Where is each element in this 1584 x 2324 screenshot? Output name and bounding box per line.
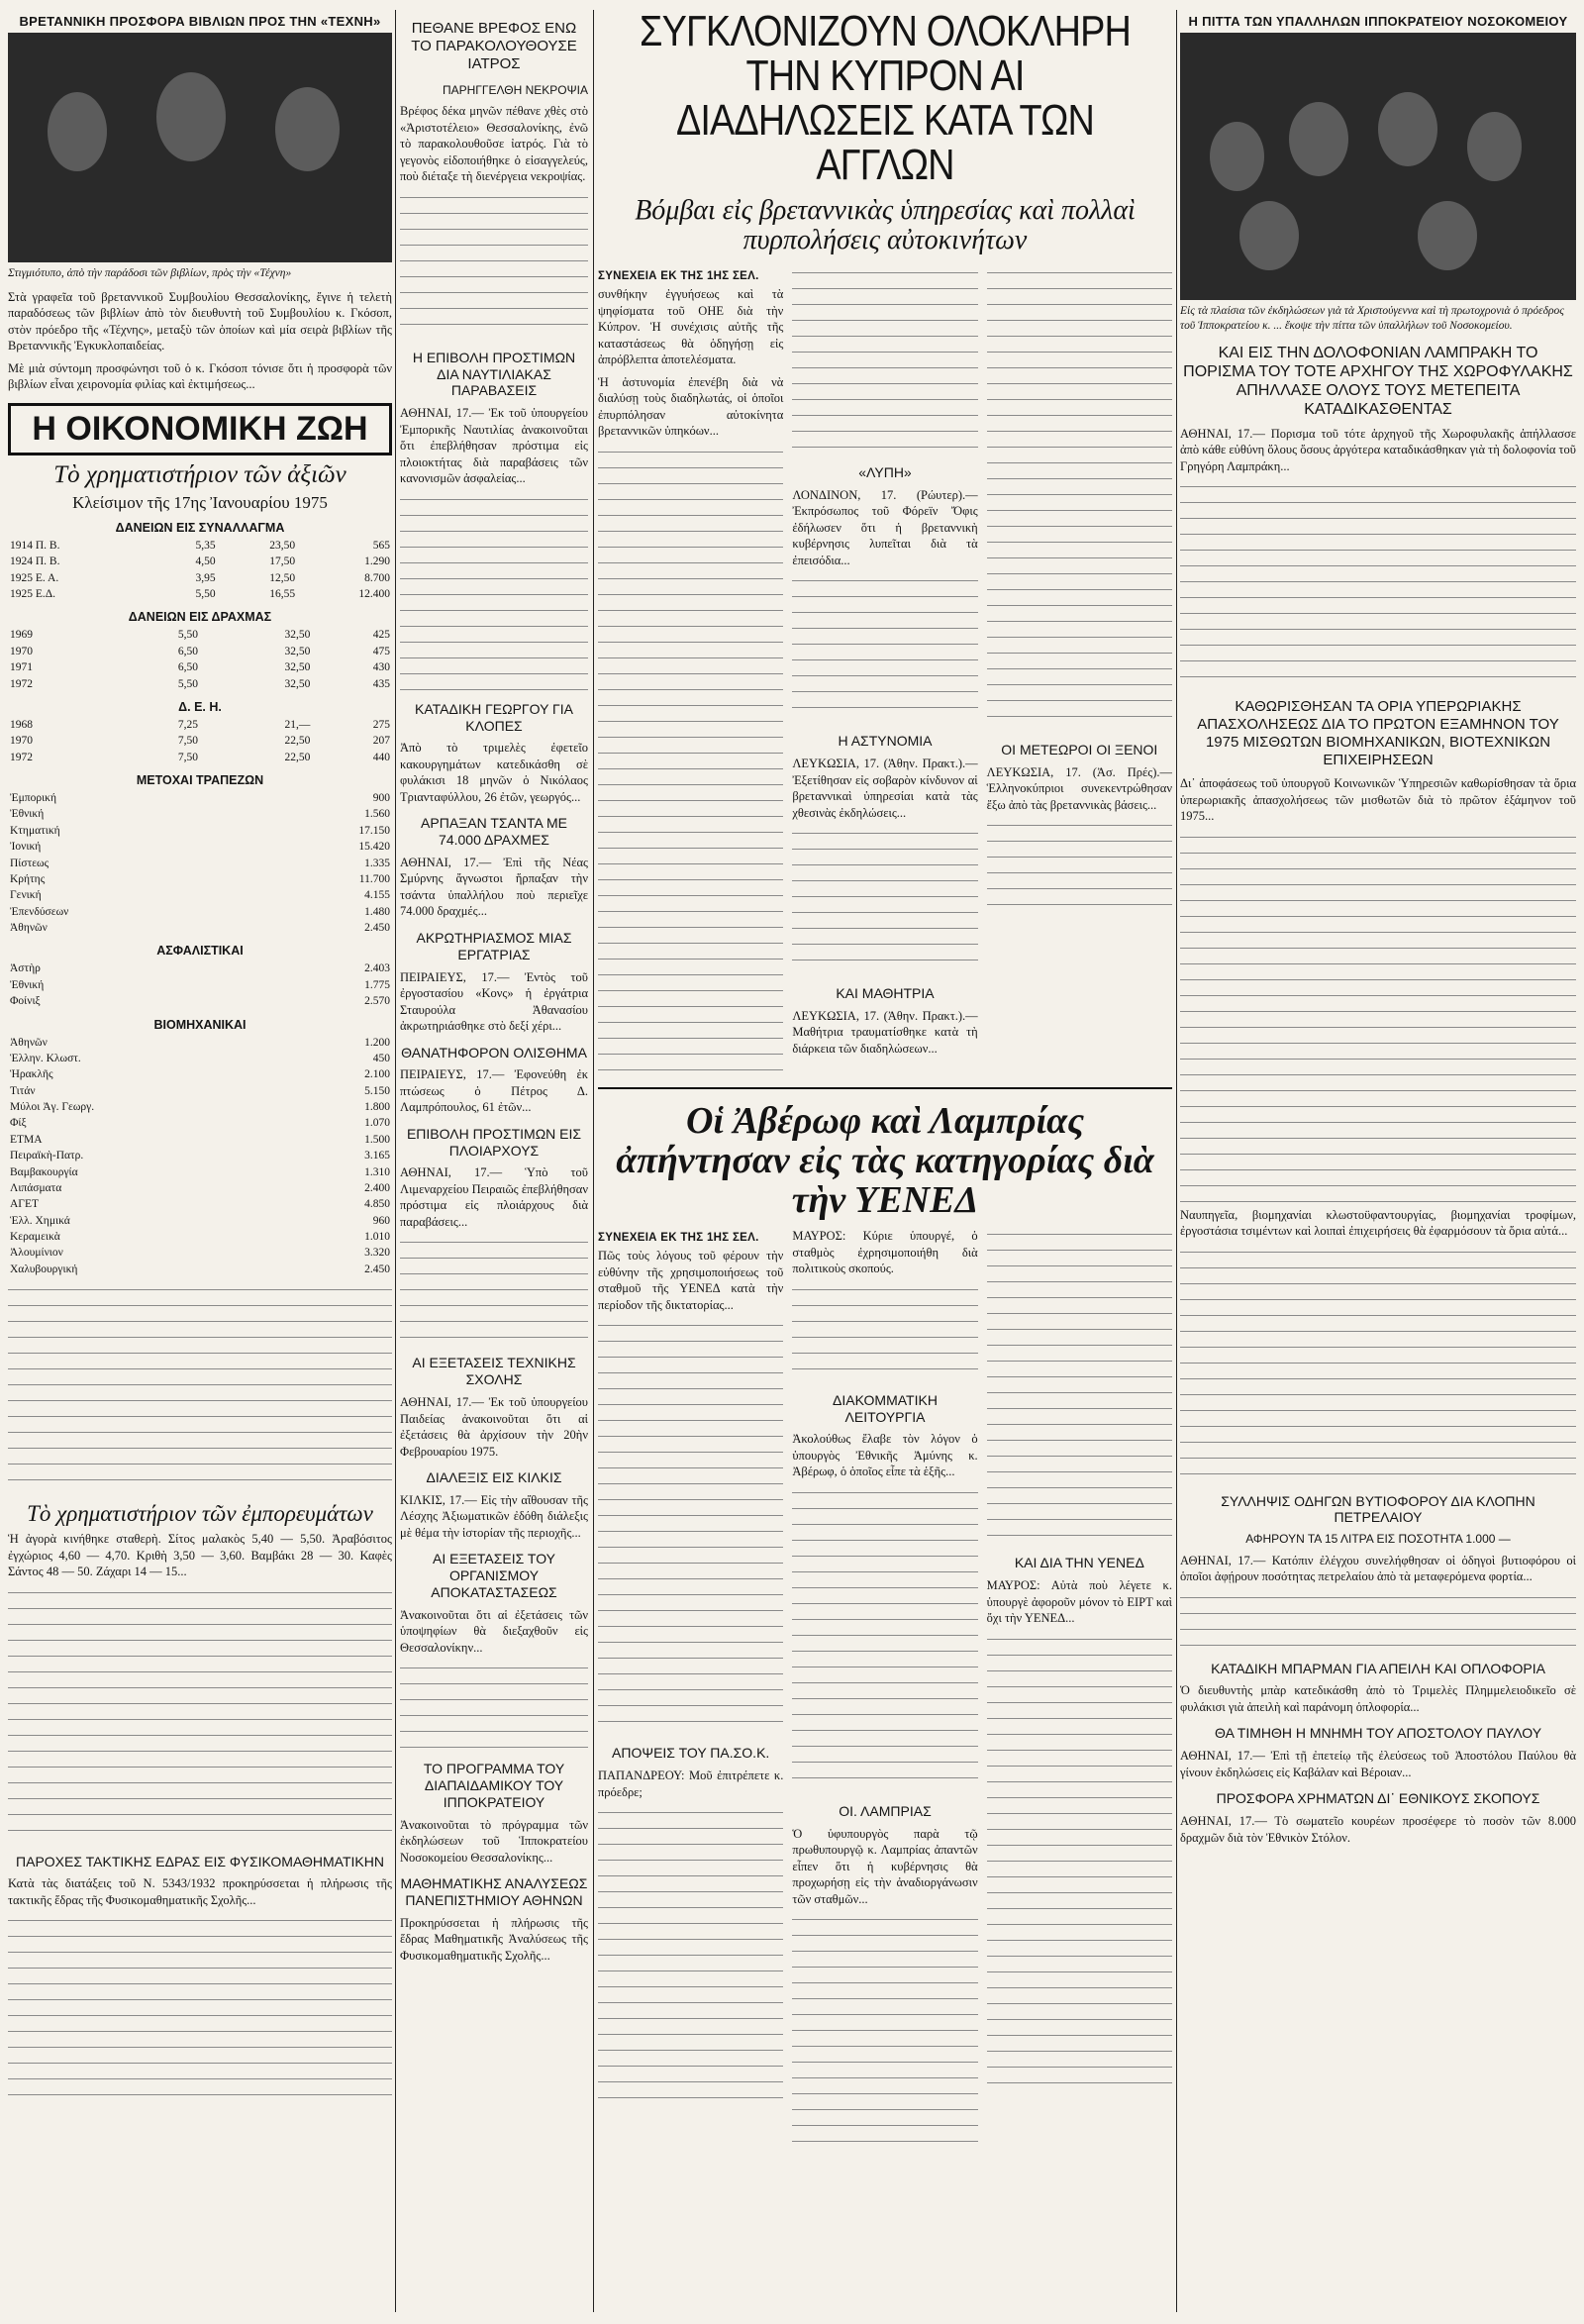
table-row (8, 1099, 392, 1115)
row-label: Ἑλλην. Κλωστ. (10, 1052, 81, 1064)
article-kicker: ΒΡΕΤΑΝΝΙΚΗ ΠΡΟΣΦΟΡΑ ΒΙΒΛΙΩΝ ΠΡΟΣ ΤΗΝ «ΤΕΧΝΗ» (19, 14, 381, 29)
table-row (8, 823, 392, 839)
article-body: συνθήκην ἐγγυήσεως καὶ τὰ ψηφίσματα τοῦ ΟΗΕ διὰ τὴν Κύπρον. Ἡ συνέχισις αὐτῆς τῆς καταστάσεως θὰ ὁδηγήσῃ εἰς ἀπρόβλεπτα ἀποτελέσματα. (598, 287, 784, 367)
row-value: 960 (372, 1214, 390, 1227)
row-value: 12.400 (358, 588, 390, 601)
article-body: Ἀνακοινοῦται τὸ πρόγραμμα τῶν ἐκδηλώσεων τοῦ Ἱπποκρατείου Νοσοκομείου Θεσσαλονίκης... (400, 1817, 588, 1865)
article-body: ΜΑΥΡΟΣ: Κύριε ὑπουργέ, ὁ σταθμὸς ἐχρησιμοποιήθη διὰ πολιτικοὺς σκοπούς. (792, 1229, 978, 1276)
table-row (8, 1148, 392, 1163)
article-body: Βρέφος δέκα μηνῶν πέθανε χθὲς στὸ «Ἀριστοτέλειο» Θεσσαλονίκης, ἐνῶ τὸ παρακολουθοῦσε ἰατρός. Γιὰ τὸ γεγονὸς εἰδοποιήθηκε ὁ εἰσαγγελεύς, ποὺ διέταξε τὴ διενέργεια νεκροψίας. (400, 104, 588, 184)
row-label: 1970 (10, 735, 33, 748)
row-value: 4,50 (195, 556, 216, 568)
article-text-continued (792, 827, 977, 975)
table-row (8, 960, 392, 976)
section-date: Κλείσιμον τῆς 17ης Ἰανουαρίου 1975 (72, 492, 328, 512)
article-headline: ΑΚΡΩΤΗΡΙΑΣΜΟΣ ΜΙΑΣ ΕΡΓΑΤΡΙΑΣ (416, 929, 572, 962)
table-row (8, 1180, 392, 1196)
photo-caption: Στιγμιότυπο, ἀπὸ τὴν παράδοσι τῶν βιβλίων, πρὸς τὴν «Τέχνη» (8, 267, 292, 279)
article-headline: ΘΑΝΑΤΗΦΟΡΟΝ ΟΛΙΣΘΗΜΑ (401, 1044, 587, 1061)
row-value: 1.310 (364, 1165, 390, 1178)
article-text-continued (400, 1662, 588, 1751)
article-text-continued (792, 1486, 977, 1793)
stock-listings-continued (8, 1283, 392, 1491)
article-text-continued (400, 1236, 588, 1345)
article-text-continued (987, 1633, 1172, 2088)
table-row (8, 586, 392, 602)
article-body: Δι᾽ ἀποφάσεως τοῦ ὑπουργοῦ Κοινωνικῶν Ὑπηρεσιῶν καθωρίσθησαν τὰ ὅρια ὑπερωριακῆς ἀπασχολήσεως τῶν μισθωτῶν διὰ τὸ πρῶτον ἑξάμηνον τοῦ 1975... (1180, 776, 1576, 824)
row-value: 12,50 (269, 571, 296, 584)
table-heading: ΜΕΤΟΧΑΙ ΤΡΑΠΕΖΩΝ (136, 773, 264, 788)
article-text-continued (598, 1319, 783, 1735)
row-value: 32,50 (284, 677, 311, 690)
commodities-listings (8, 1586, 392, 1844)
row-value: 430 (372, 661, 390, 674)
deh-table (8, 717, 392, 765)
table-row (8, 676, 392, 692)
row-value: 3.165 (364, 1150, 390, 1162)
table-row (8, 554, 392, 569)
article-body: ΑΘΗΝΑΙ, 17.— Ὑπὸ τοῦ Λιμεναρχείου Πειραιῶς ἐπεβλήθησαν πρόστιμα εἰς πλοιάρχους διὰ παραβάσεις... (400, 1165, 588, 1229)
photo-caption: Εἰς τὰ πλαίσια τῶν ἐκδηλώσεων γιὰ τὰ Χριστούγεννα καὶ τὴ πρωτοχρονιὰ ὁ πρόεδρος τοῦ Ἱπποκρατείου κ. ... ἔκοψε τὴν πίττα τῶν ὑπαλλήλων τοῦ Νοσοκομείου. (1180, 305, 1564, 332)
article-body: ΠΕΙΡΑΙΕΥΣ, 17.— Ἐντὸς τοῦ ἐργοστασίου «Κονς» ἡ ἐργάτρια Σταυρούλα Ἀθανασίου ἀκρωτηριάσθηκε στὸ δεξί χέρι... (400, 969, 588, 1034)
article-text-continued (987, 819, 1172, 908)
row-value: 2.570 (364, 995, 390, 1008)
article-body: ΠΕΙΡΑΙΕΥΣ, 17.— Ἐφονεύθη ἐκ πτώσεως ὁ Πέτρος Δ. Λαμπρόπουλος, 61 ἐτῶν... (400, 1067, 588, 1115)
article-body: ΛΕΥΚΩΣΙΑ, 17. (Ἀθην. Πρακτ.).— Ἐξετίθησαν εἰς σοβαρὸν κίνδυνον αἱ βρεταννικαὶ ὑπηρεσίαι κατὰ τὰς χθεσινὰς ἐκδηλώσεις... (792, 757, 978, 820)
subhead: ΟΙ ΜΕΤΕΩΡΟΙ ΟΙ ΞΕΝΟΙ (1001, 742, 1158, 758)
row-value: 7,50 (177, 735, 198, 748)
article-text-continued (1180, 1246, 1576, 1483)
row-value: 22,50 (284, 735, 311, 748)
row-value: 435 (372, 677, 390, 690)
row-label: Κεραμεικὰ (10, 1231, 60, 1244)
row-value: 32,50 (284, 661, 311, 674)
row-label: Ἀθηνῶν (10, 922, 48, 935)
table-row (8, 717, 392, 733)
article-headline: ΑΙ ΕΞΕΤΑΣΕΙΣ ΤΕΧΝΙΚΗΣ ΣΧΟΛΗΣ (412, 1355, 576, 1388)
article-headline: ΚΑΤΑΔΙΚΗ ΜΠΑΡΜΑΝ ΓΙΑ ΑΠΕΙΛΗ ΚΑΙ ΟΠΛΟΦΟΡΙΑ (1211, 1660, 1545, 1676)
row-value: 17.150 (358, 824, 390, 837)
lead-article-columns (598, 266, 1172, 1079)
table-row (8, 977, 392, 993)
table-row (8, 806, 392, 822)
drachma-table (8, 627, 392, 692)
row-value: 1.500 (364, 1133, 390, 1146)
row-value: 3.320 (364, 1247, 390, 1260)
article-headline: ΜΑΘΗΜΑΤΙΚΗΣ ΑΝΑΛΥΣΕΩΣ ΠΑΝΕΠΙΣΤΗΜΙΟΥ ΑΘΗΝΩΝ (400, 1875, 588, 1908)
table-row (8, 644, 392, 659)
article-headline: ΤΟ ΠΡΟΓΡΑΜΜΑ ΤΟΥ ΔΙΑΠΑΙΔΑΜΙΚΟΥ ΤΟΥ ΙΠΠΟΚΡΑΤΕΙΟΥ (423, 1761, 565, 1810)
row-value: 21,— (284, 718, 311, 731)
row-value: 5,35 (195, 539, 216, 552)
section-banner: Η ΟΙΚΟΝΟΜΙΚΗ ΖΩΗ (8, 403, 392, 455)
row-label: Λιπάσματα (10, 1181, 62, 1194)
row-value: 11.700 (358, 872, 390, 885)
article-headline: ΑΙ ΕΞΕΤΑΣΕΙΣ ΤΟΥ ΟΡΓΑΝΙΣΜΟΥ ΑΠΟΚΑΤΑΣΤΑΣΕΩΣ (431, 1551, 557, 1600)
loans-table (8, 538, 392, 603)
row-label: Γενική (10, 889, 42, 902)
row-label: Ἀλουμίνιον (10, 1247, 63, 1260)
article-text-continued (1180, 1591, 1576, 1651)
row-value: 1.560 (364, 808, 390, 821)
row-value: 2.403 (364, 962, 390, 975)
table-row (8, 627, 392, 643)
row-label: Ἐμπορική (10, 792, 56, 805)
column-divider (593, 10, 594, 2312)
article-headline: ΠΑΡΟΧΕΣ ΤΑΚΤΙΚΗΣ ΕΔΡΑΣ ΕΙΣ ΦΥΣΙΚΟΜΑΘΗΜΑΤΙΚΗΝ (16, 1853, 384, 1869)
row-value: 15.420 (358, 841, 390, 854)
commodities-heading: Τὸ χρηματιστήριον τῶν ἐμπορευμάτων (27, 1501, 373, 1527)
row-label: Ἐθνική (10, 808, 45, 821)
insurance-table (8, 960, 392, 1009)
row-value: 8.700 (364, 571, 390, 584)
article-text-continued (1180, 831, 1576, 1207)
row-value: 275 (372, 718, 390, 731)
row-label: 1968 (10, 718, 33, 731)
article-body: Μὲ μιὰ σύντομη προσφώνησι τοῦ ὁ κ. Γκόσοπ τόνισε ὅτι ἡ προσφορὰ τῶν βιβλίων εἶναι χειρονομία φιλίας καὶ ἐκτιμήσεως... (8, 360, 392, 392)
article-text-continued (792, 574, 977, 723)
row-value: 3,95 (195, 571, 216, 584)
row-label: Χαλυβουργική (10, 1263, 78, 1275)
table-row (8, 538, 392, 554)
article-body: Ναυπηγεῖα, βιομηχανίαι κλωστοϋφαντουργίας, βιομηχανίαι τροφίμων, ἐργοστάσια τσιμέντων καὶ λοιπαὶ ἐπιχειρήσεις θὰ ἐφαρμόσουν τὰ ὅρια αὐτά... (1180, 1207, 1576, 1239)
article-body: Ἀκολούθως ἔλαβε τὸν λόγον ὁ ὑπουργὸς Ἐθνικῆς Ἀμύνης κ. Ἀβέρωφ, ὁ ὁποῖος εἶπε τὰ ἑξῆς... (792, 1432, 978, 1479)
article-body: Ἡ ἀγορὰ κινήθηκε σταθερὴ. Σίτος μαλακὸς 5,40 — 5,50. Ἀραβόσιτος ἐγχώριος 4,60 — 4,70. Κριθὴ 3,50 — 3,60. Βαμβάκι 28 — 30. Καφὲς Σάντος 48 — 50. Ζάχαρι 14 — 15... (8, 1532, 392, 1579)
article-body: Στὰ γραφεῖα τοῦ βρεταννικοῦ Συμβουλίου Θεσσαλονίκης, ἔγινε ἡ τελετὴ παραδόσεως τῶν βιβλίων ἀπὸ τὸν διευθυντὴ τοῦ Συμβουλίου κ. Γκόσοπ, στὸν πρόεδρο τῆς «Τέχνης», μεταξὺ τῶν ὁποίων καὶ μία σειρὰ βιβλίων τῆς Βρεταννικῆς Ἐγκυκλοπαιδείας. (8, 289, 392, 354)
article-headline: ΣΥΛΛΗΨΙΣ ΟΔΗΓΩΝ ΒΥΤΙΟΦΟΡΟΥ ΔΙΑ ΚΛΟΠΗΝ ΠΕΤΡΕΛΑΙΟΥ (1221, 1492, 1535, 1526)
row-value: 2.100 (364, 1068, 390, 1081)
article-body: Ὁ ὑφυπουργὸς παρὰ τῷ πρωθυπουργῷ κ. Λαμπρίας ἀπαντῶν εἶπεν ὅτι ἡ κυβέρνησις θὰ προχωρήσῃ εἰς τὴν ἀναδιοργάνωσιν τῶν σταθμῶν... (792, 1826, 978, 1906)
article-body: Κατὰ τὰς διατάξεις τοῦ Ν. 5343/1932 προκηρύσσεται ἡ πλήρωσις τῆς τακτικῆς ἕδρας τῆς Φυσικομαθηματικῆς Σχολῆς... (8, 1876, 392, 1907)
column-divider (1176, 10, 1177, 2312)
article-text-continued (400, 493, 588, 691)
lead-subheadline: Βόμβαι εἰς βρεταννικὰς ὑπηρεσίας καὶ πολλαὶ πυρπολήσεις αὐτοκινήτων (635, 194, 1136, 256)
row-value: 1.480 (364, 905, 390, 918)
table-row (8, 920, 392, 936)
row-value: 2.450 (364, 1263, 390, 1275)
row-label: 1972 (10, 677, 33, 690)
row-label: 1970 (10, 645, 33, 657)
article-text-continued (792, 1913, 977, 2151)
row-value: 32,50 (284, 645, 311, 657)
article-text-continued (400, 191, 588, 340)
article-text-continued (598, 1806, 783, 2103)
row-label: Ἀστὴρ (10, 962, 41, 975)
row-value: 7,25 (177, 718, 198, 731)
table-row (8, 1262, 392, 1277)
row-label: Κτηματική (10, 824, 60, 837)
subhead: ΚΑΙ ΔΙΑ ΤΗΝ ΥΕΝΕΔ (1014, 1555, 1144, 1571)
article-body: ΜΑΥΡΟΣ: Αὐτὰ ποὺ λέγετε κ. ὑπουργὲ ἀφοροῦν μόνον τὸ ΕΙΡΤ καὶ ὄχι τὴν ΥΕΝΕΔ... (986, 1578, 1172, 1626)
row-value: 4.155 (364, 889, 390, 902)
column-left (8, 10, 392, 2312)
table-row (8, 1229, 392, 1245)
row-value: 207 (372, 735, 390, 748)
table-row (8, 570, 392, 586)
row-value: 475 (372, 645, 390, 657)
row-label: Ἡρακλῆς (10, 1068, 53, 1081)
article-body: ΑΘΗΝΑΙ, 17.— Ἐκ τοῦ ὑπουργείου Παιδείας ἀνακοινοῦται ὅτι αἱ ἐξετάσεις θὰ ἀρχίσουν τὴν 20ὴν Φεβρουαρίου 1975. (400, 1395, 588, 1459)
table-row (8, 750, 392, 765)
article-body: Προκηρύσσεται ἡ πλήρωσις τῆς ἕδρας Μαθηματικῆς Ἀναλύσεως τῆς Φυσικομαθηματικῆς Σχολῆς... (400, 1915, 588, 1963)
article-headline: ΑΡΠΑΞΑΝ ΤΣΑΝΤΑ ΜΕ 74.000 ΔΡΑΧΜΕΣ (421, 815, 567, 849)
table-row (8, 1115, 392, 1131)
article-body: ΛΕΥΚΩΣΙΑ, 17. (Ἀθην. Πρακτ.).— Μαθήτρια τραυματίσθηκε κατὰ τὴ διάρκεια τῶν διαδηλώσεων... (792, 1008, 978, 1056)
section-subtitle: Τὸ χρηματιστήριον τῶν ἀξιῶν (53, 460, 346, 488)
row-value: 22,50 (284, 751, 311, 763)
article-body: ΛΟΝΔΙΝΟΝ, 17. (Ρώυτερ).— Ἐκπρόσωπος τοῦ Φόρεϊν Ὄφις ἐδήλωσεν ὅτι ἡ βρεταννικὴ κυβέρνησις λυπεῖται διὰ τὰ ἐπεισόδια... (792, 487, 978, 567)
table-row (8, 993, 392, 1009)
row-value: 6,50 (177, 645, 198, 657)
row-value: 32,50 (284, 629, 311, 642)
table-row (8, 904, 392, 920)
article-kicker: Η ΠΙΤΤΑ ΤΩΝ ΥΠΑΛΛΗΛΩΝ ΙΠΠΟΚΡΑΤΕΙΟΥ ΝΟΣΟΚΟΜΕΙΟΥ (1188, 14, 1568, 29)
article-headline: ΘΑ ΤΙΜΗΘΗ Η ΜΝΗΜΗ ΤΟΥ ΑΠΟΣΤΟΛΟΥ ΠΑΥΛΟΥ (1214, 1725, 1542, 1742)
row-label: Ἀθηνῶν (10, 1036, 48, 1049)
row-value: 5,50 (177, 677, 198, 690)
subhead: ΟΙ. ΛΑΜΠΡΙΑΣ (839, 1802, 932, 1819)
article-body: Ἡ ἀστυνομία ἐπενέβη διὰ νὰ διαλύσῃ τοὺς διαδηλωτάς, οἱ ὁποῖοι ἐπυρπόλησαν αὐτοκίνητα βρεταννικῶν ὑπηκόων... (598, 374, 784, 439)
row-value: 1.010 (364, 1231, 390, 1244)
table-row (8, 1083, 392, 1099)
article-subhead: ΠΑΡΗΓΓΕΛΘΗ ΝΕΚΡΟΨΙΑ (442, 83, 588, 97)
row-value: 23,50 (269, 539, 296, 552)
row-value: 7,50 (177, 751, 198, 763)
row-label: Ἰονική (10, 841, 42, 854)
article-headline: Η ΕΠΙΒΟΛΗ ΠΡΟΣΤΙΜΩΝ ΔΙΑ ΝΑΥΤΙΛΙΑΚΑΣ ΠΑΡΑΒΑΣΕΙΣ (412, 349, 576, 399)
article-body: ΑΘΗΝΑΙ, 17.— Πορισμα τοῦ τότε ἀρχηγοῦ τῆς Χωροφυλακῆς ἀπήλλασσε ἀπὸ κάθε εὐθύνη ὅλους ὅσους ἀργότερα καταδικάσθηκαν γιὰ τὴ δολοφονία τοῦ Γρηγόρη Λαμπράκη... (1180, 426, 1576, 473)
article-headline: ΔΙΑΛΕΞΙΣ ΕΙΣ ΚΙΛΚΙΣ (426, 1469, 562, 1486)
subhead: ΑΠΟΨΕΙΣ ΤΟΥ ΠΑ.ΣΟ.Κ. (612, 1745, 770, 1762)
row-value: 6,50 (177, 661, 198, 674)
article-headline: ΕΠΙΒΟΛΗ ΠΡΟΣΤΙΜΩΝ ΕΙΣ ΠΛΟΙΑΡΧΟΥΣ (406, 1125, 582, 1159)
table-row (8, 1051, 392, 1066)
row-value: 2.400 (364, 1181, 390, 1194)
subhead: «ΛΥΠΗ» (858, 464, 912, 481)
table-heading: Δ. Ε. Η. (178, 699, 222, 714)
row-value: 1.290 (364, 556, 390, 568)
continuation-label: ΣΥΝΕΧΕΙΑ ΕΚ ΤΗΣ 1ΗΣ ΣΕΛ. (598, 270, 759, 283)
row-value: 565 (372, 539, 390, 552)
row-label: Φοίνιξ (10, 995, 41, 1008)
row-label: Βαμβακουργία (10, 1165, 78, 1178)
subhead: Η ΑΣΤΥΝΟΜΙΑ (838, 733, 933, 750)
article-body: ΚΙΛΚΙΣ, 17.— Εἰς τὴν αἴθουσαν τῆς Λέσχης Ἀξιωματικῶν ἐδόθη διάλεξις μὲ θέμα τὴν ἱστορίαν τῆς περιοχῆς... (400, 1492, 588, 1540)
article-body: Πῶς τοὺς λόγους τοῦ φέρουν τὴν εὐθύνην τῆς χρησιμοποιήσεως τοῦ σταθμοῦ τῆς ΥΕΝΕΔ κατὰ τὴν περίοδον τῆς δικτατορίας... (598, 1249, 784, 1312)
notice-text (8, 1914, 392, 2102)
row-label: Τιτάν (10, 1084, 36, 1097)
article-headline: ΚΑΘΩΡΙΣΘΗΣΑΝ ΤΑ ΟΡΙΑ ΥΠΕΡΩΡΙΑΚΗΣ ΑΠΑΣΧΟΛΗΣΕΩΣ ΔΙΑ ΤΟ ΠΡΩΤΟΝ ΕΞΑΜΗΝΟΝ ΤΟΥ 1975 ΜΙΣΘΩΤΩΝ ΒΙΟΜΗΧΑΝΙΚΩΝ, ΒΙΟΤΕΧΝΙΚΩΝ ΕΠΙΧΕΙΡΗΣΕΩΝ (1197, 698, 1559, 769)
table-row (8, 856, 392, 871)
photo-hospital-staff (1180, 33, 1576, 300)
photo-book-donation (8, 33, 392, 262)
row-label: ΕΤΜΑ (10, 1133, 43, 1146)
table-heading: ΔΑΝΕΙΩΝ ΕΙΣ ΣΥΝΑΛΛΑΓΜΑ (115, 520, 285, 535)
row-value: 5,50 (177, 629, 198, 642)
table-heading: ΔΑΝΕΙΩΝ ΕΙΣ ΔΡΑΧΜΑΣ (128, 610, 272, 625)
second-article-columns (598, 1228, 1172, 2151)
second-headline: Οἱ Ἀβέρωφ καὶ Λαμπρίας ἀπήντησαν εἰς τὰς κατηγορίας διὰ τὴν ΥΕΝΕΔ (616, 1099, 1154, 1222)
article-body: Ἀνακοινοῦται ὅτι αἱ ἐξετάσεις τῶν ὑποψηφίων θὰ διεξαχθοῦν εἰς Θεσσαλονίκην... (400, 1607, 588, 1655)
row-value: 440 (372, 751, 390, 763)
article-body: ΑΘΗΝΑΙ, 17.— Τὸ σωματεῖο κουρέων προσέφερε τὸ ποσὸν τῶν 8.000 δραχμῶν διὰ τὸν Ἐθνικὸν Στόλον. (1180, 1814, 1576, 1845)
continuation-label: ΣΥΝΕΧΕΙΑ ΕΚ ΤΗΣ 1ΗΣ ΣΕΛ. (598, 1232, 759, 1245)
row-label: Ἐπενδύσεων (10, 905, 69, 918)
row-value: 1.800 (364, 1101, 390, 1114)
banks-table (8, 790, 392, 936)
row-value: 1.335 (364, 857, 390, 869)
subhead: ΔΙΑΚΟΜΜΑΤΙΚΗ ΛΕΙΤΟΥΡΓΙΑ (833, 1391, 938, 1425)
row-value: 1.200 (364, 1036, 390, 1049)
row-label: 1969 (10, 629, 33, 642)
table-row (8, 790, 392, 806)
row-value: 2.450 (364, 922, 390, 935)
article-body: ΑΘΗΝΑΙ, 17.— Ἐκ τοῦ ὑπουργείου Ἐμπορικῆς Ναυτιλίας ἀνακοινοῦται ὅτι ἐπεβλήθησαν πρόστιμα εἰς πλοιοκτήτας διὰ παραβάσεις τῶν κανονισμῶν ἀσφαλείας... (400, 406, 588, 486)
article-headline: ΚΑΤΑΔΙΚΗ ΓΕΩΡΓΟΥ ΓΙΑ ΚΛΟΠΕΣ (415, 700, 573, 734)
row-value: 17,50 (269, 556, 296, 568)
column-main (598, 10, 1172, 2312)
column-narrow (400, 10, 588, 2312)
table-row (8, 1066, 392, 1082)
table-row (8, 1213, 392, 1229)
row-label: Πίστεως (10, 857, 50, 869)
article-body: Ὁ διευθυντὴς μπὰρ κατεδικάσθη ἀπὸ τὸ Τριμελὲς Πλημμελειοδικεῖο σὲ φυλάκισι γιὰ ἀπειλὴ καὶ παράνομη ὁπλοφορία... (1180, 1683, 1576, 1714)
row-value: 425 (372, 629, 390, 642)
row-label: Κρήτης (10, 872, 46, 885)
table-row (8, 659, 392, 675)
row-value: 450 (372, 1052, 390, 1064)
article-text-continued (792, 266, 977, 455)
row-label: Πειραϊκὴ-Πατρ. (10, 1150, 84, 1162)
table-row (8, 839, 392, 855)
row-value: 5,50 (195, 588, 216, 601)
article-text-continued (792, 1283, 977, 1382)
article-body: ΑΘΗΝΑΙ, 17.— Ἐπὶ τῆς Νέας Σμύρνης ἄγνωστοι ἥρπαξαν τὴν τσάντα ὑπαλλήλου ποὺ περιεῖχε 74.000 δραχμές... (400, 855, 588, 919)
table-row (8, 733, 392, 749)
table-row (8, 1164, 392, 1180)
row-label: Ἐθνική (10, 978, 45, 991)
table-row (8, 1035, 392, 1051)
article-text-continued (987, 266, 1172, 732)
row-value: 4.850 (364, 1198, 390, 1211)
row-value: 1.775 (364, 978, 390, 991)
article-text-continued (1180, 480, 1576, 688)
article-body: ΠΑΠΑΝΔΡΕΟΥ: Μοῦ ἐπιτρέπετε κ. πρόεδρε; (598, 1768, 784, 1799)
table-heading: ΑΣΦΑΛΙΣΤΙΚΑΙ (156, 944, 244, 959)
column-right (1180, 10, 1576, 2312)
row-value: 16,55 (269, 588, 296, 601)
article-body: ΛΕΥΚΩΣΙΑ, 17. (Ἀσ. Πρές).— Ἑλληνοκύπριοι συνεκεντρώθησαν ἔξω ἀπὸ τὰς βρεταννικὰς βάσεις... (986, 764, 1172, 812)
article-headline: ΠΡΟΣΦΟΡΑ ΧΡΗΜΑΤΩΝ ΔΙ᾽ ΕΘΝΙΚΟΥΣ ΣΚΟΠΟΥΣ (1216, 1790, 1540, 1807)
row-label: 1925 Ε.Δ. (10, 588, 56, 601)
article-headline: ΠΕΘΑΝΕ ΒΡΕΦΟΣ ΕΝΩ ΤΟ ΠΑΡΑΚΟΛΟΥΘΟΥΣΕ ΙΑΤΡΟΣ (411, 20, 577, 72)
article-text-continued (598, 446, 783, 1079)
subhead: ΚΑΙ ΜΑΘΗΤΡΙΑ (836, 985, 935, 1002)
row-label: 1971 (10, 661, 33, 674)
row-value: 900 (372, 792, 390, 805)
row-label: Φίξ (10, 1117, 27, 1130)
table-row (8, 1245, 392, 1261)
table-row (8, 887, 392, 903)
column-divider (395, 10, 396, 2312)
lead-headline: ΣΥΓΚΛΟΝΙΖΟΥΝ ΟΛΟΚΛΗΡΗ ΤΗΝ ΚΥΠΡΟΝ ΑΙ ΔΙΑΔΗΛΩΣΕΙΣ ΚΑΤΑ ΤΩΝ ΑΓΓΛΩΝ (640, 10, 1131, 189)
row-label: 1972 (10, 751, 33, 763)
table-row (8, 871, 392, 887)
article-body: ΑΘΗΝΑΙ, 17.— Ἐπὶ τῇ ἐπετείῳ τῆς ἐλεύσεως τοῦ Ἀποστόλου Παύλου θὰ γίνουν ἐκδηλώσεις εἰς Καβάλαν καὶ Βέροιαν... (1180, 1749, 1576, 1779)
row-label: 1925 Ε. Α. (10, 571, 59, 584)
table-heading: ΒΙΟΜΗΧΑΝΙΚΑΙ (153, 1017, 247, 1032)
table-row (8, 1132, 392, 1148)
row-label: 1914 Π. Β. (10, 539, 60, 552)
table-row (8, 1196, 392, 1212)
row-value: 5.150 (364, 1084, 390, 1097)
article-body: ΑΘΗΝΑΙ, 17.— Κατόπιν ἐλέγχου συνελήφθησαν οἱ ὁδηγοὶ βυτιοφόρου οἱ ὁποῖοι ἀφῄρουν ποσότητας πετρελαίου ἀπὸ τὰ μεταφερόμενα φορτία... (1180, 1553, 1576, 1584)
article-body: Ἀπὸ τὸ τριμελὲς ἐφετεῖο κακουργημάτων κατεδικάσθη σὲ φυλάκισι 18 μηνῶν ὁ Νικόλαος Τριανταφύλλου, 26 ἐτῶν, γεωργός... (400, 741, 588, 804)
industry-table (8, 1035, 392, 1278)
article-text-continued (987, 1228, 1172, 1545)
row-value: 1.070 (364, 1117, 390, 1130)
article-headline: ΚΑΙ ΕΙΣ ΤΗΝ ΔΟΛΟΦΟΝΙΑΝ ΛΑΜΠΡΑΚΗ ΤΟ ΠΟΡΙΣΜΑ ΤΟΥ ΤΟΤΕ ΑΡΧΗΓΟΥ ΤΗΣ ΧΩΡΟΦΥΛΑΚΗΣ ΑΠΗΛΛΑΣΕ ΟΛΟΥΣ ΤΟΥΣ ΜΕΤΕΠΕΙΤΑ ΚΑΤΑΔΙΚΑΣΘΕΝΤΑΣ (1183, 344, 1573, 419)
section-rule (598, 1087, 1172, 1089)
row-label: Ἑλλ. Χημικά (10, 1214, 70, 1227)
article-subhead: ΑΦΗΡΟΥΝ ΤΑ 15 ΛΙΤΡΑ ΕΙΣ ΠΟΣΟΤΗΤΑ 1.000 — (1245, 1532, 1511, 1547)
row-label: 1924 Π. Β. (10, 556, 60, 568)
row-label: Μύλοι Ἀγ. Γεωργ. (10, 1101, 95, 1114)
row-label: ΑΓΕΤ (10, 1198, 40, 1211)
